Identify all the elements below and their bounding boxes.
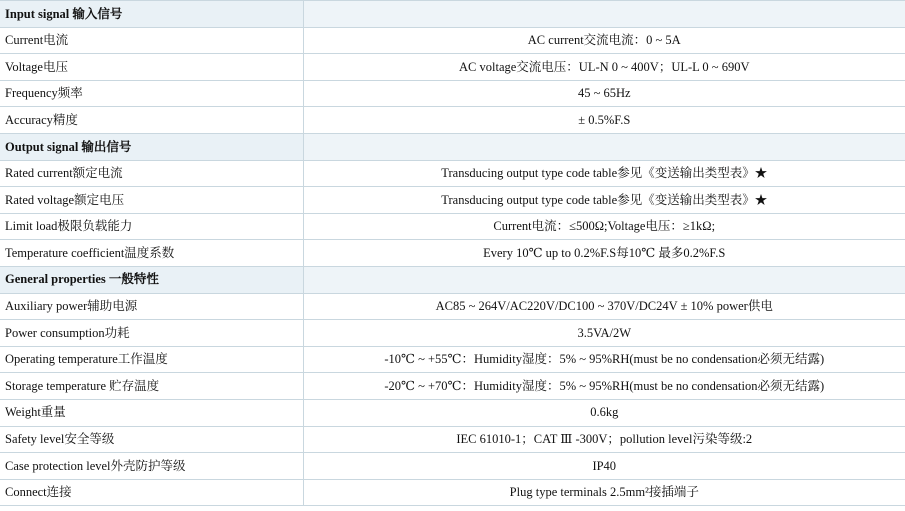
spec-label: Frequency频率	[0, 80, 303, 107]
section-value-cell	[303, 1, 905, 28]
spec-label: Voltage电压	[0, 54, 303, 81]
table-row	[0, 107, 905, 134]
table-row	[0, 160, 905, 187]
spec-label: Case protection level外壳防护等级	[0, 453, 303, 480]
spec-label: Safety level安全等级	[0, 426, 303, 453]
table-row	[0, 320, 905, 347]
table-row	[0, 453, 905, 480]
spec-value: IP40	[303, 453, 905, 480]
spec-label: Connect连接	[0, 479, 303, 506]
table-row	[0, 479, 905, 506]
spec-value: 0.6kg	[303, 399, 905, 426]
spec-label: Limit load极限负载能力	[0, 213, 303, 240]
spec-label: Auxiliary power辅助电源	[0, 293, 303, 320]
table-row	[0, 426, 905, 453]
spec-label: Operating temperature工作温度	[0, 346, 303, 373]
section-header-row	[0, 1, 905, 28]
spec-value: 45 ~ 65Hz	[303, 80, 905, 107]
spec-value: AC current交流电流：0 ~ 5A	[303, 27, 905, 54]
table-row	[0, 54, 905, 81]
spec-label: Rated current额定电流	[0, 160, 303, 187]
spec-table-body	[0, 1, 905, 506]
table-row	[0, 27, 905, 54]
spec-value: -10℃ ~ +55℃：Humidity湿度：5% ~ 95%RH(must be no condensation必须无结露)	[303, 346, 905, 373]
spec-value: Transducing output type code table参见《变送输出类型表》★	[303, 160, 905, 187]
spec-label: Accuracy精度	[0, 107, 303, 134]
spec-label: Storage temperature 贮存温度	[0, 373, 303, 400]
section-title: Input signal 输入信号	[0, 1, 303, 28]
table-row	[0, 80, 905, 107]
spec-value: AC85 ~ 264V/AC220V/DC100 ~ 370V/DC24V ± 10% power供电	[303, 293, 905, 320]
spec-value: Every 10℃ up to 0.2%F.S每10℃ 最多0.2%F.S	[303, 240, 905, 267]
spec-value: 3.5VA/2W	[303, 320, 905, 347]
spec-value: Transducing output type code table参见《变送输出类型表》★	[303, 187, 905, 214]
section-value-cell	[303, 266, 905, 293]
table-row	[0, 240, 905, 267]
spec-label: Weight重量	[0, 399, 303, 426]
section-title: General properties 一般特性	[0, 266, 303, 293]
section-header-row	[0, 133, 905, 160]
spec-label: Current电流	[0, 27, 303, 54]
section-title: Output signal 输出信号	[0, 133, 303, 160]
table-row	[0, 346, 905, 373]
table-row	[0, 213, 905, 240]
section-header-row	[0, 266, 905, 293]
spec-value: IEC 61010-1；CAT Ⅲ -300V；pollution level污染等级:2	[303, 426, 905, 453]
spec-value: Current电流：≤500Ω;Voltage电压：≥1kΩ;	[303, 213, 905, 240]
spec-label: Power consumption功耗	[0, 320, 303, 347]
section-value-cell	[303, 133, 905, 160]
spec-value: ± 0.5%F.S	[303, 107, 905, 134]
table-row	[0, 187, 905, 214]
spec-value: AC voltage交流电压：UL-N 0 ~ 400V；UL-L 0 ~ 690V	[303, 54, 905, 81]
spec-value: -20℃ ~ +70℃：Humidity湿度：5% ~ 95%RH(must be no condensation必须无结露)	[303, 373, 905, 400]
table-row	[0, 399, 905, 426]
table-row	[0, 373, 905, 400]
spec-label: Rated voltage额定电压	[0, 187, 303, 214]
spec-label: Temperature coefficient温度系数	[0, 240, 303, 267]
spec-value: Plug type terminals 2.5mm²接插端子	[303, 479, 905, 506]
table-row	[0, 293, 905, 320]
